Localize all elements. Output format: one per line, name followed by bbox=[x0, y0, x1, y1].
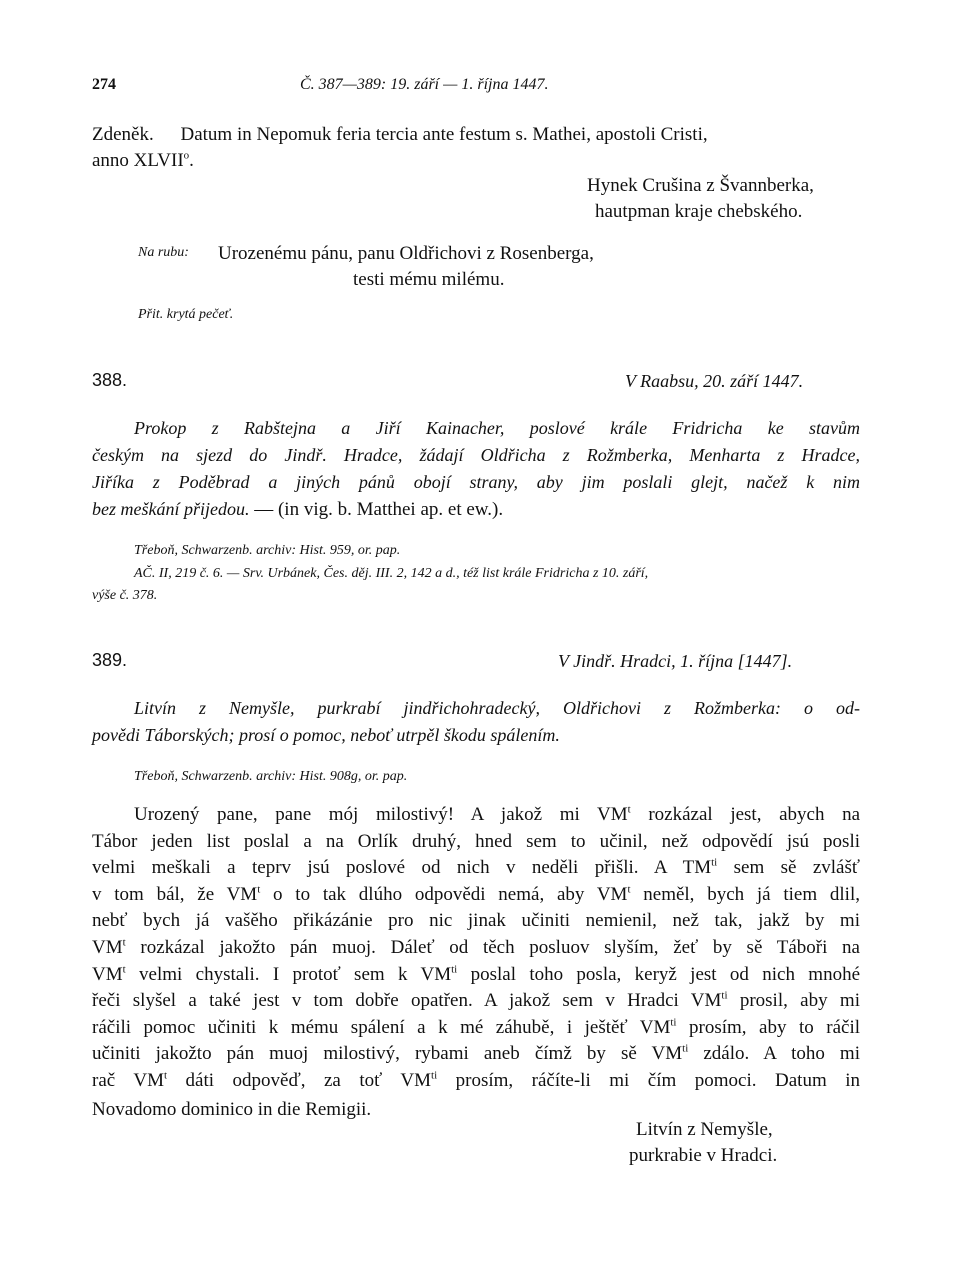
prev-letter-line-2: anno XLVII$^o$. bbox=[92, 149, 194, 171]
doc-388-summary-1: Prokop z Rabštejna a Jiří Kainacher, poslové krále Fridricha ke stavům bbox=[134, 418, 860, 438]
doc-389-summary-2: povědi Táborských; prosí o pomoc, neboť utrpěl škodu spálením. bbox=[92, 725, 560, 745]
running-head-title: Č. 387—389: 19. září — 1. října 1447. bbox=[300, 76, 549, 93]
doc-388-summary-2: českým na sjezd do Jindř. Hradce, žádají Oldřicha z Rožmberka, Menharta z Hradce, bbox=[92, 445, 860, 465]
letter-body-line: $VM^t$ rozkázal jakožto pán muoj. Dáleť od těch posluov slyším, žeť by sě Tábořі na bbox=[92, 936, 860, 958]
letter-body-line: ráčili pomoc učiniti k mému spálení a k mé záhubě, i ještěť $VM^{ti}$ prosím, aby to ráčil bbox=[92, 1016, 860, 1038]
letter-signature-1: Litvín z Nemyšle, bbox=[636, 1119, 773, 1140]
prev-letter-signature-2: hautpman kraje chebského. bbox=[595, 201, 803, 222]
letter-body-line: řeči slyšel a také jest v tom dobře opatřen. A jakož sem v Hradci $VM^{ti}$ prosil, aby mi bbox=[92, 989, 860, 1012]
letter-body-line: rač $VM^t$ dáti odpověď, za toť $VM^{ti}$ prosím, ráčíte-li mi čím pomoci. Datum in bbox=[92, 1069, 860, 1091]
letter-body-line: Tábor jeden list poslal a na Orlík druhý, hned sem to učinil, než odpovědí jsú posli bbox=[92, 830, 860, 852]
letter-body-line: učiniti jakožto pán muoj milostivý, rybami aneb čímž by sě $VM^{ti}$ zdálo. A toho mi bbox=[92, 1043, 860, 1065]
doc-389-source: Třeboň, Schwarzenb. archiv: Hist. 908g, or. pap. bbox=[134, 769, 408, 784]
doc-389-summary-1: Litvín z Nemyšle, purkrabí jindřichohradecký, Oldřichovi z Rožmberka: o od- bbox=[134, 698, 860, 718]
letter-body-line: nebť bych já vašěho přikázánie pro nic jinak učiniti nemienil, než tak, jakž by mi bbox=[92, 910, 860, 932]
prev-letter-line-1 bbox=[92, 124, 708, 146]
address-line-1: Urozenému pánu, panu Oldřichovi z Rosenberga, bbox=[218, 243, 594, 264]
prev-letter-name: Zdeněk. bbox=[92, 124, 154, 145]
letter-body-last-line: Novadomo dominico in die Remigii. bbox=[92, 1099, 372, 1120]
seal-note: Přit. krytá pečeť. bbox=[138, 307, 234, 322]
address-label: Na rubu: bbox=[138, 245, 189, 260]
doc-388-number: 388. bbox=[92, 370, 128, 390]
letter-signature-2: purkrabie v Hradci. bbox=[629, 1145, 778, 1166]
doc-388-source-3: výše č. 378. bbox=[92, 588, 158, 603]
letter-body-line: v tom bál, že $VM^t$ o to tak dlúho odpovědi nemá, aby $VM^t$ neměl, bych já tiem dlil, bbox=[92, 883, 860, 905]
doc-389-place-date: V Jindř. Hradci, 1. října [1447]. bbox=[558, 651, 793, 671]
doc-389-number: 389. bbox=[92, 650, 128, 670]
prev-letter-date-text: Datum in Nepomuk feria tercia ante festum s. Mathei, apostoli Cristi, bbox=[180, 124, 708, 145]
letter-body-line: $VM^t$ velmi chystali. I protoť sem k $VM^{ti}$ poslal toho posla, keryž jest od nich mnohé bbox=[92, 963, 860, 985]
address-line-2: testi mému milému. bbox=[353, 269, 505, 290]
doc-388-summary-4: bez meškání přijedou. — (in vig. b. Matthei ap. et ew.). bbox=[92, 499, 504, 520]
doc-388-source-2: AČ. II, 219 č. 6. — Srv. Urbánek, Čes. děj. III. 2, 142 a d., též list krále Fridricha z 10. září, bbox=[134, 566, 649, 581]
doc-388-source-1: Třeboň, Schwarzenb. archiv: Hist. 959, or. pap. bbox=[134, 543, 401, 558]
letter-body-line: velmi meškali a teprv jsú poslové od nich v neděli přišli. A $TM^{ti}$ sem sě zvlášť bbox=[92, 856, 860, 879]
page-number: 274 bbox=[92, 76, 116, 93]
prev-letter-signature-1: Hynek Crušina z Švannberka, bbox=[587, 175, 814, 196]
letter-body-line: Urozený pane, pane mój milostivý! A jakož mi $VM^t$ rozkázal jest, abych na bbox=[134, 803, 861, 825]
doc-388-place-date: V Raabsu, 20. září 1447. bbox=[625, 371, 804, 391]
doc-388-summary-3: Jiříka z Poděbrad a jiných pánů obojí strany, aby jim poslali glejt, načež k nim bbox=[92, 472, 860, 492]
